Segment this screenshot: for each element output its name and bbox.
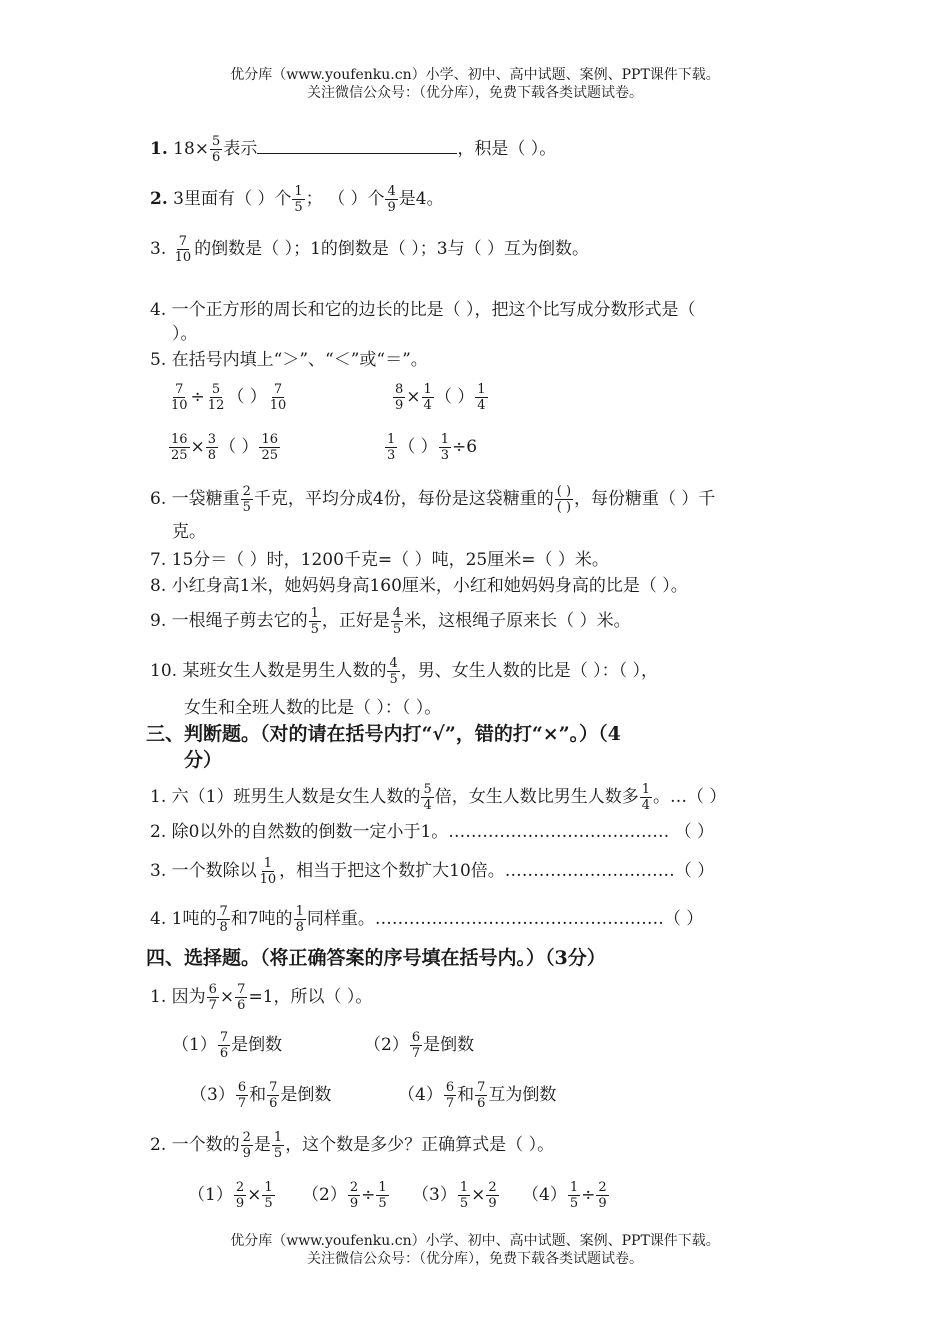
judge-3 [150, 856, 714, 887]
fraction [292, 184, 304, 215]
choice-1 [150, 982, 372, 1013]
fraction-numerator: 1 [263, 856, 273, 871]
page-header [0, 66, 950, 102]
fraction [458, 1180, 470, 1211]
fraction-numerator: 7 [219, 1030, 229, 1045]
text-segment: 4. 1吨的 [150, 909, 217, 929]
fraction [259, 432, 280, 463]
fraction [210, 134, 222, 165]
judge-2: 2. 除0以外的自然数的倒数一定小于1。………………………………… （ ） [150, 822, 715, 842]
text-segment: （2） [302, 1185, 347, 1205]
fraction [234, 1180, 246, 1211]
fraction [596, 1180, 608, 1211]
fraction-denominator: 6 [237, 998, 246, 1013]
fraction-denominator: 9 [488, 1196, 497, 1211]
fraction-numerator: 7 [477, 1080, 486, 1095]
text-segment: 是倒数 [231, 1035, 283, 1055]
text-segment: =1，所以（ ）。 [248, 987, 373, 1007]
choice-1-option-3 [190, 1080, 331, 1111]
fraction-denominator: 6 [477, 1096, 486, 1111]
fraction-denominator: 9 [242, 1146, 251, 1161]
fraction-numerator: 5 [423, 782, 432, 797]
text-segment: 2. [150, 189, 168, 209]
fraction-denominator: 9 [598, 1196, 607, 1211]
fraction-denominator: 5 [378, 1196, 387, 1211]
fraction-numerator: 1 [294, 184, 303, 199]
fraction-numerator: 7 [219, 904, 228, 919]
fraction-numerator: 1 [295, 904, 304, 919]
text-segment: 2. 一个数的 [150, 1135, 240, 1155]
fraction-numerator: 6 [411, 1030, 421, 1045]
fraction [169, 382, 190, 413]
answer-paren[interactable]: （ ） [398, 437, 438, 457]
text-segment: （3） [190, 1085, 235, 1105]
fraction [387, 656, 399, 687]
header-line-1: 优分库（www.youfenku.cn）小学、初中、高中试题、案例、PPT课件下载。 [230, 67, 720, 83]
fraction [385, 184, 397, 215]
fraction [568, 1180, 580, 1211]
page-footer [0, 1232, 950, 1268]
answer-paren[interactable]: （ ） [227, 387, 267, 407]
fraction-numerator: 1 [477, 382, 486, 397]
choice-2 [150, 1130, 554, 1161]
fraction-numerator: 5 [211, 382, 221, 397]
fraction-numerator: 5 [212, 134, 221, 149]
question-4-cont: ）。 [172, 324, 198, 344]
text-segment: 。…（ ） [653, 787, 727, 807]
fraction-numerator: 2 [242, 1130, 251, 1145]
footer-line-1: 优分库（www.youfenku.cn）小学、初中、高中试题、案例、PPT课件下载。 [230, 1233, 720, 1249]
fraction-denominator: ( ) [556, 500, 572, 515]
fraction [475, 382, 487, 413]
fraction-numerator: 16 [171, 432, 188, 447]
fraction-numerator: 6 [237, 1080, 247, 1095]
fraction-denominator: 5 [294, 200, 303, 215]
question-10 [150, 656, 658, 687]
fraction-numerator: 2 [598, 1180, 607, 1195]
text-segment: 10. 某班女生人数是男生人数的 [150, 661, 387, 681]
text-segment: ，男、女生人数的比是（ ）：（ ）， [400, 661, 659, 681]
fraction-numerator: 6 [445, 1080, 455, 1095]
choice-1-option-2 [364, 1030, 474, 1061]
fraction-denominator: 9 [395, 398, 404, 413]
text-segment: （1） [188, 1185, 233, 1205]
fraction-denominator: 6 [219, 1046, 229, 1061]
fraction-denominator: 5 [392, 622, 402, 637]
compare-row-1b [392, 382, 489, 413]
text-segment: ÷ [190, 387, 205, 407]
fraction [268, 382, 289, 413]
text-segment: 同样重。……………………………………………（ ） [306, 909, 704, 929]
text-segment: ； （ ）个 [305, 189, 385, 209]
text-segment: ÷6 [451, 437, 478, 457]
text-segment: 18× [173, 139, 210, 159]
fraction [272, 1130, 284, 1161]
choice-1-option-4 [398, 1080, 556, 1111]
fraction-denominator: 7 [445, 1096, 455, 1111]
choice-1-option-1 [172, 1030, 282, 1061]
text-segment: 和 [457, 1085, 475, 1105]
fraction-numerator: 7 [175, 382, 184, 397]
fraction-denominator: 5 [264, 1196, 273, 1211]
text-segment: 的倒数是（ ）；1的倒数是（ ）；3与（ ）互为倒数。 [194, 239, 590, 259]
fraction [236, 1080, 248, 1111]
fraction-numerator: 7 [237, 982, 246, 997]
question-6 [150, 484, 715, 515]
question-8: 8. 小红身高1米，她妈妈身高160厘米，小红和她妈妈身高的比是（ ）。 [150, 576, 688, 596]
answer-blank[interactable] [257, 137, 457, 154]
fraction-numerator: 1 [378, 1180, 387, 1195]
question-9 [150, 606, 631, 637]
judge-4 [150, 904, 703, 935]
fraction-denominator: 5 [242, 500, 251, 515]
fraction [241, 1130, 253, 1161]
text-segment: （3） [412, 1185, 457, 1205]
fraction-numerator: 1 [641, 782, 651, 797]
fraction-denominator: 5 [569, 1196, 579, 1211]
fraction-denominator: 7 [237, 1096, 247, 1111]
fraction-denominator: 8 [207, 448, 217, 463]
fraction-denominator: 5 [459, 1196, 469, 1211]
fraction-numerator: 1 [387, 432, 396, 447]
question-2 [150, 184, 444, 215]
fraction-denominator: 10 [171, 398, 188, 413]
fraction [235, 982, 247, 1013]
fraction [640, 782, 652, 813]
fraction-denominator: 12 [207, 398, 225, 413]
text-segment: 是 [253, 1135, 271, 1155]
text-segment: 3. [150, 239, 167, 259]
choice-2-option-2 [302, 1180, 390, 1211]
fraction-numerator: 4 [387, 184, 396, 199]
fraction-denominator: 8 [295, 920, 304, 935]
fraction-denominator: 4 [477, 398, 486, 413]
text-segment: × [406, 387, 421, 407]
fraction-denominator: 9 [387, 200, 396, 215]
fraction-denominator: 4 [423, 398, 432, 413]
text-segment: ÷ [361, 1185, 376, 1205]
text-segment: 6. 一袋糖重 [150, 489, 240, 509]
compare-row-2b [384, 432, 477, 463]
answer-paren[interactable]: （ ） [219, 437, 259, 457]
fraction-numerator: 1 [459, 1180, 469, 1195]
fraction [258, 856, 279, 887]
text-segment: （2） [364, 1035, 409, 1055]
fraction [439, 432, 451, 463]
fraction [376, 1180, 388, 1211]
text-segment: 1. 六（1）班男生人数是女生人数的 [150, 787, 421, 807]
fraction-numerator: ( ) [556, 484, 572, 499]
fraction-denominator: 25 [261, 448, 279, 463]
text-segment: × [190, 437, 205, 457]
text-segment: （4） [522, 1185, 567, 1205]
fraction [241, 484, 253, 515]
text-segment: 是4。 [398, 189, 444, 209]
fraction [206, 382, 227, 413]
choice-2-option-3 [412, 1180, 500, 1211]
fraction [393, 382, 405, 413]
fraction [385, 432, 397, 463]
fraction-denominator: 3 [387, 448, 396, 463]
fraction-numerator: 1 [264, 1180, 273, 1195]
section-4-title: 四、选择题。（将正确答案的序号填在括号内。）（3分） [146, 947, 606, 969]
question-6-cont: 克。 [172, 522, 206, 542]
fraction [391, 606, 403, 637]
fraction [348, 1180, 360, 1211]
fraction-numerator: 2 [349, 1180, 359, 1195]
fraction-denominator: 10 [269, 398, 287, 413]
question-4: 4. 一个正方形的周长和它的边长的比是（ ），把这个比写成分数形式是（ [150, 300, 696, 320]
choice-2-option-1 [188, 1180, 276, 1211]
fraction-denominator: 25 [171, 448, 188, 463]
fraction [206, 432, 218, 463]
fraction-numerator: 1 [310, 606, 319, 621]
fraction-denominator: 7 [411, 1046, 421, 1061]
text-segment: 是倒数 [423, 1035, 475, 1055]
text-segment: 和 [249, 1085, 267, 1105]
fraction-denominator: 5 [310, 622, 319, 637]
fraction-denominator: 7 [208, 998, 217, 1013]
section-3-title: 三、判断题。（对的请在括号内打“√”，错的打“×”。）（4 [146, 723, 621, 745]
fraction-numerator: 6 [208, 982, 217, 997]
fraction [444, 1080, 456, 1111]
fraction-denominator: 10 [174, 250, 192, 265]
question-10-cont: 女生和全班人数的比是（ ）：（ ）。 [184, 698, 442, 718]
question-7: 7. 15分＝（ ）时，1200千克=（ ）吨，25厘米=（ ）米。 [150, 550, 609, 570]
choice-2-option-4 [522, 1180, 610, 1211]
text-segment: 1. 因为 [150, 987, 206, 1007]
fraction-numerator: 7 [178, 234, 188, 249]
judge-1 [150, 782, 726, 813]
fraction-numerator: 7 [273, 382, 283, 397]
question-3 [150, 234, 589, 265]
fraction-numerator: 16 [261, 432, 279, 447]
fraction-denominator: 8 [219, 920, 228, 935]
compare-row-1a [168, 382, 289, 413]
fraction-denominator: 6 [269, 1096, 278, 1111]
fraction-denominator: 6 [212, 150, 221, 165]
text-segment: （1） [172, 1035, 217, 1055]
question-1 [150, 134, 556, 165]
text-segment: 1. [150, 139, 168, 159]
text-segment: 9. 一根绳子剪去它的 [150, 611, 308, 631]
fraction [173, 234, 194, 265]
fraction-numerator: 1 [440, 432, 449, 447]
text-segment: 表示 [223, 139, 258, 159]
fraction-numerator: 1 [423, 382, 432, 397]
fraction-numerator: 2 [488, 1180, 497, 1195]
fraction-denominator: 5 [273, 1146, 283, 1161]
answer-paren[interactable]: （ ） [434, 387, 475, 407]
fraction-denominator: 4 [641, 798, 651, 813]
text-segment: ，相当于把这个数扩大10倍。…………………………（ ） [279, 861, 715, 881]
text-segment: ，每份糖重（ ）千 [574, 489, 716, 509]
text-segment: × [219, 987, 235, 1007]
fraction [555, 484, 573, 515]
text-segment: × [471, 1185, 486, 1205]
text-segment: 3里面有（ ）个 [173, 189, 292, 209]
fraction [410, 1030, 422, 1061]
text-segment: 千克，平均分成4份，每份是这袋糖重的 [253, 489, 554, 509]
text-segment: 是倒数 [280, 1085, 332, 1105]
fraction-denominator: 9 [235, 1196, 245, 1211]
fraction-numerator: 1 [273, 1130, 283, 1145]
fraction-denominator: 3 [440, 448, 449, 463]
text-segment: 3. 一个数除以 [150, 861, 257, 881]
fraction-denominator: 10 [259, 872, 277, 887]
text-segment: 互为倒数 [488, 1085, 557, 1105]
text-segment: 倍，女生人数比男生人数多 [434, 787, 639, 807]
text-segment: 米，这根绳子原来长（ ）米。 [404, 611, 631, 631]
fraction [309, 606, 321, 637]
fraction-numerator: 8 [395, 382, 404, 397]
fraction-numerator: 4 [392, 606, 402, 621]
fraction [486, 1180, 498, 1211]
fraction [421, 782, 433, 813]
fraction-denominator: 4 [423, 798, 432, 813]
fraction [207, 982, 219, 1013]
fraction-numerator: 3 [207, 432, 217, 447]
fraction [169, 432, 190, 463]
fraction [475, 1080, 487, 1111]
fraction-denominator: 5 [389, 672, 398, 687]
fraction-numerator: 2 [242, 484, 251, 499]
fraction [294, 904, 306, 935]
fraction [218, 1030, 230, 1061]
fraction-denominator: 9 [349, 1196, 359, 1211]
fraction [267, 1080, 279, 1111]
text-segment: （4） [398, 1085, 443, 1105]
text-segment: 和7吨的 [230, 909, 293, 929]
question-5-title: 5. 在括号内填上“＞”、“＜”或“＝”。 [150, 350, 428, 370]
fraction [217, 904, 229, 935]
compare-row-2a [168, 432, 281, 463]
text-segment: × [247, 1185, 262, 1205]
text-segment: ÷ [581, 1185, 596, 1205]
text-segment: ，这个数是多少？正确算式是（ ）。 [285, 1135, 555, 1155]
text-segment: ，积是（ ）。 [457, 139, 557, 159]
fraction-numerator: 2 [235, 1180, 245, 1195]
fraction-numerator: 7 [269, 1080, 278, 1095]
header-line-2: 关注微信公众号：（优分库），免费下载各类试题试卷。 [307, 85, 643, 101]
footer-line-2: 关注微信公众号：（优分库），免费下载各类试题试卷。 [307, 1251, 643, 1267]
fraction-numerator: 1 [569, 1180, 579, 1195]
fraction [262, 1180, 274, 1211]
fraction [422, 382, 434, 413]
fraction-numerator: 4 [389, 656, 398, 671]
section-3-title-cont: 分） [184, 749, 223, 771]
text-segment: ，正好是 [321, 611, 390, 631]
